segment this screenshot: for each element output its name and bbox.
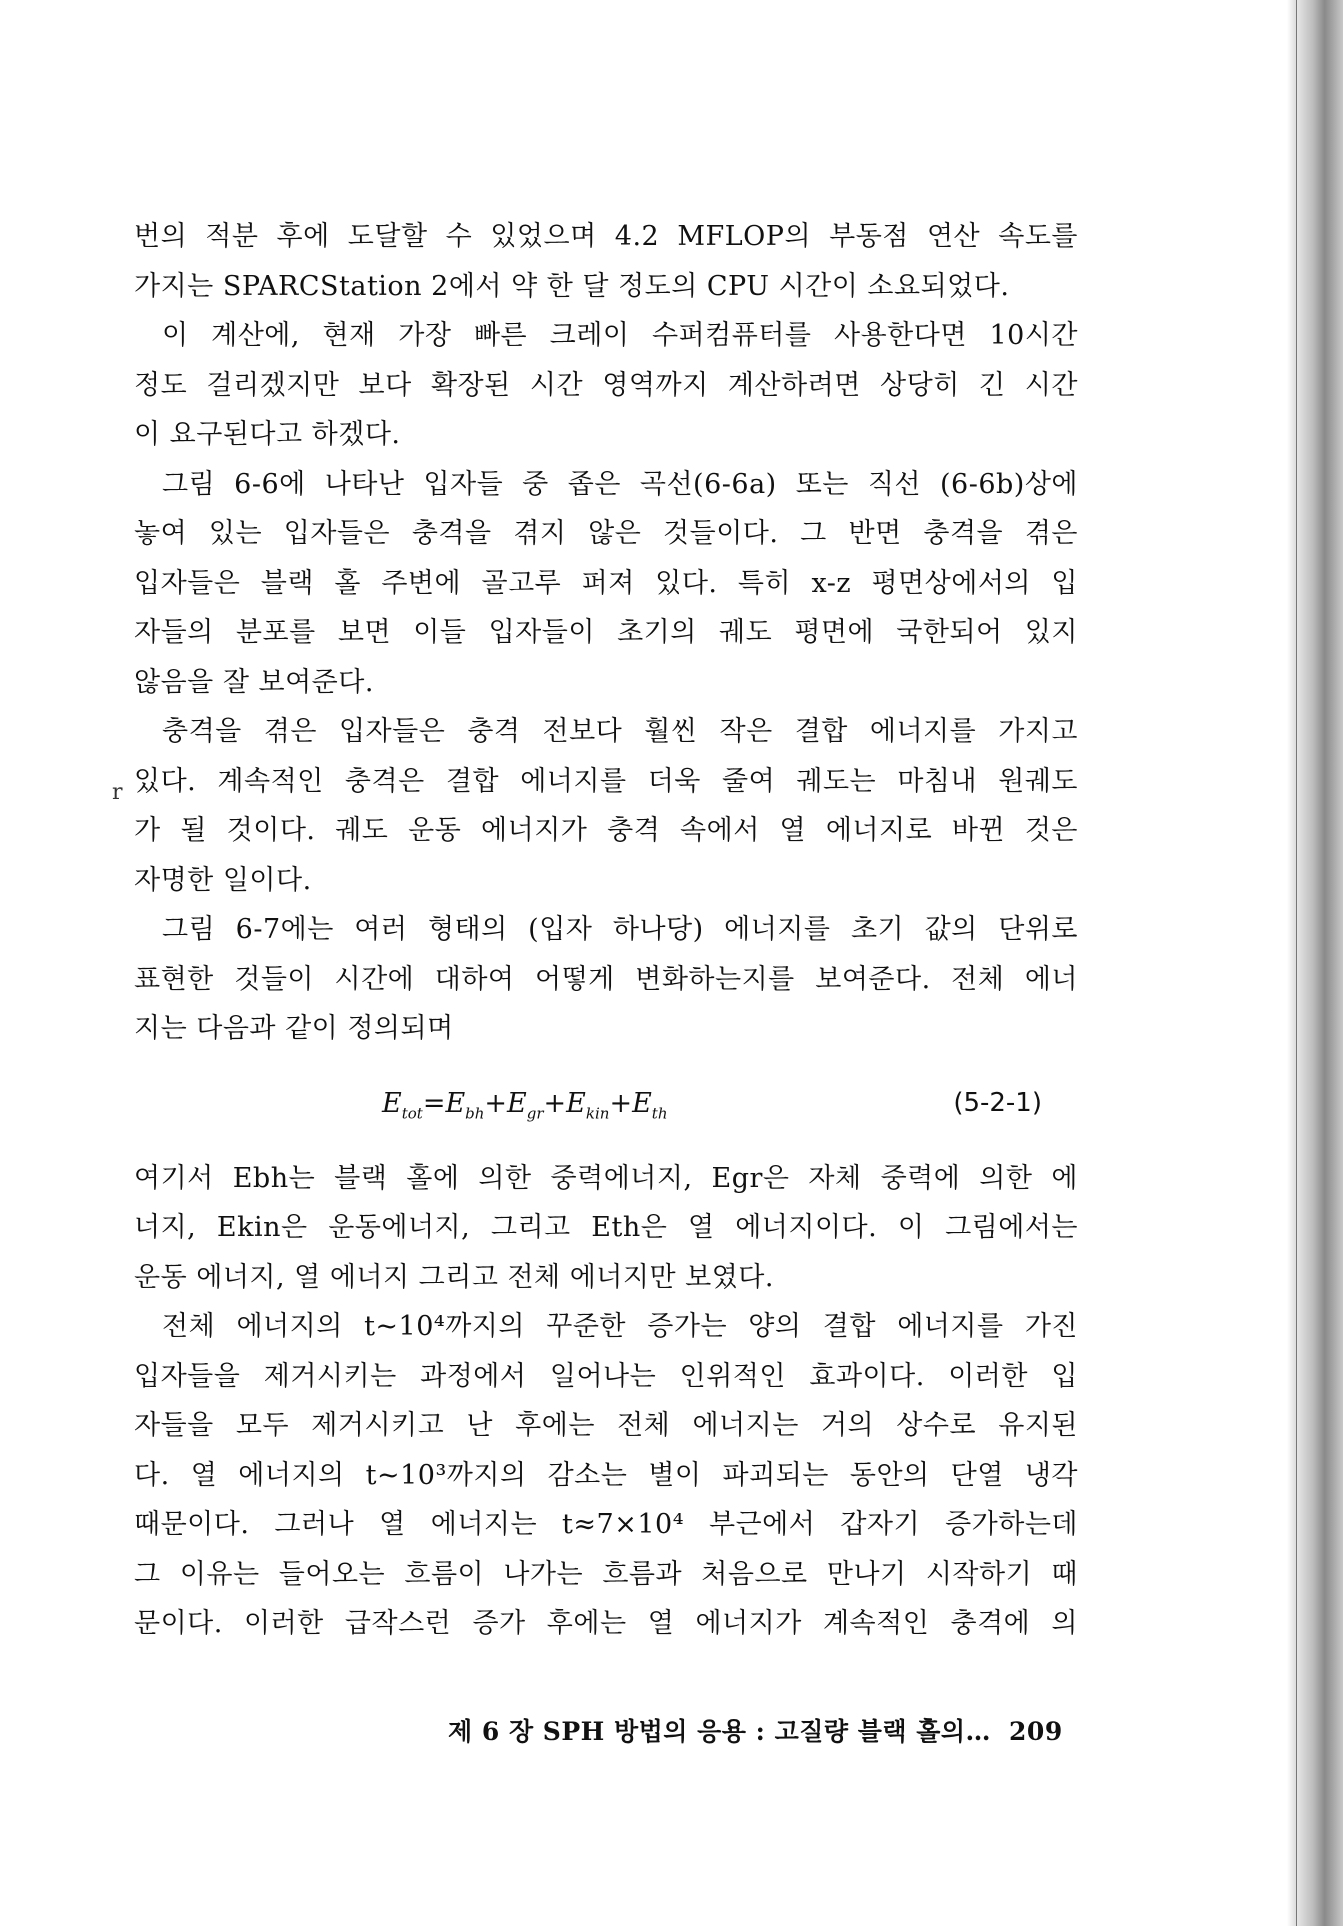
- equation-formula: $E_{tot}=E_{bh}+E_{gr}+E_{kin}+E_{th}$: [382, 1087, 668, 1122]
- text-line: 놓여 있는 입자들은 충격을 겪지 않은 것들이다. 그 반면 충격을 겪은: [134, 518, 1078, 549]
- text-line: 가 될 것이다. 궤도 운동 에너지가 충격 속에서 열 에너지로 바뀐 것은: [134, 815, 1078, 846]
- text-line: 문이다. 이러한 급작스런 증가 후에는 열 에너지가 계속적인 충격에 의: [134, 1608, 1078, 1639]
- paragraph: [134, 707, 1078, 905]
- page-edge-stack: [1296, 0, 1343, 1926]
- text-line: 다. 열 에너지의 t~10³까지의 감소는 별이 파괴되는 동안의 단열 냉각: [134, 1459, 1078, 1491]
- text-line: 자들의 분포를 보면 이들 입자들이 초기의 궤도 평면에 국한되어 있지: [134, 617, 1078, 648]
- text-line: 너지, Ekin은 운동에너지, 그리고 Eth은 열 에너지이다. 이 그림에서는: [134, 1212, 1078, 1243]
- chapter-title: 제 6 장 SPH 방법의 응용 : 고질량 블랙 홀의…: [448, 1717, 992, 1746]
- text-line: 여기서 Ebh는 블랙 홀에 의한 중력에너지, Egr은 자체 중력에 의한 에: [134, 1162, 1078, 1194]
- equation-block: [134, 1062, 1078, 1154]
- text-line: 입자들을 제거시키는 과정에서 일어나는 인위적인 효과이다. 이러한 입: [134, 1360, 1078, 1392]
- text-line: 때문이다. 그러나 열 에너지는 t≈7×10⁴ 부근에서 갑자기 증가하는데: [134, 1509, 1078, 1540]
- equation-number: (5-2-1): [953, 1087, 1042, 1118]
- paragraph: [134, 1302, 1078, 1649]
- running-footer: [448, 1712, 1063, 1748]
- paragraph: [134, 1154, 1078, 1303]
- paragraph: [134, 311, 1078, 460]
- text-line: 가지는 SPARCStation 2에서 약 한 달 정도의 CPU 시간이 소요되었다.: [134, 270, 1010, 302]
- text-line: 이 계산에, 현재 가장 빠른 크레이 수퍼컴퓨터를 사용한다면 10시간: [162, 320, 1078, 351]
- text-line: 표현한 것들이 시간에 대하여 어떻게 변화하는지를 보여준다. 전체 에너: [134, 963, 1078, 995]
- text-line: 않음을 잘 보여준다.: [134, 666, 374, 698]
- page-body: [134, 212, 1078, 1649]
- text-line: 운동 에너지, 열 에너지 그리고 전체 에너지만 보였다.: [134, 1261, 774, 1293]
- text-line: 전체 에너지의 t~10⁴까지의 꾸준한 증가는 양의 결합 에너지를 가진: [162, 1311, 1078, 1342]
- margin-pen-mark: r: [112, 780, 123, 805]
- text-line: 번의 적분 후에 도달할 수 있었으며 4.2 MFLOP의 부동점 연산 속도를: [134, 221, 1078, 252]
- text-line: 충격을 겪은 입자들은 충격 전보다 훨씬 작은 결합 에너지를 가지고: [162, 716, 1078, 747]
- text-line: 정도 걸리겠지만 보다 확장된 시간 영역까지 계산하려면 상당히 긴 시간: [134, 369, 1078, 401]
- paragraph: [134, 212, 1078, 311]
- page-number: 209: [1009, 1717, 1063, 1746]
- text-line: 입자들은 블랙 홀 주변에 골고루 퍼져 있다. 특히 x-z 평면상에서의 입: [134, 567, 1078, 599]
- text-line: 그 이유는 들어오는 흐름이 나가는 흐름과 처음으로 만나기 시작하기 때: [134, 1558, 1078, 1590]
- text-line: 자들을 모두 제거시키고 난 후에는 전체 에너지는 거의 상수로 유지된: [134, 1410, 1078, 1441]
- text-line: 지는 다음과 같이 정의되며: [134, 1013, 454, 1044]
- text-line: 이 요구된다고 하겠다.: [134, 419, 401, 450]
- text-line: 그림 6-7에는 여러 형태의 (입자 하나당) 에너지를 초기 값의 단위로: [162, 914, 1078, 945]
- text-line: 자명한 일이다.: [134, 864, 312, 896]
- paragraph: [134, 460, 1078, 708]
- text-line: 그림 6-6에 나타난 입자들 중 좁은 곡선(6-6a) 또는 직선 (6-6b)상에: [162, 468, 1078, 500]
- text-line: 있다. 계속적인 충격은 결합 에너지를 더욱 줄여 궤도는 마침내 원궤도: [134, 765, 1078, 797]
- paragraph: [134, 905, 1078, 1054]
